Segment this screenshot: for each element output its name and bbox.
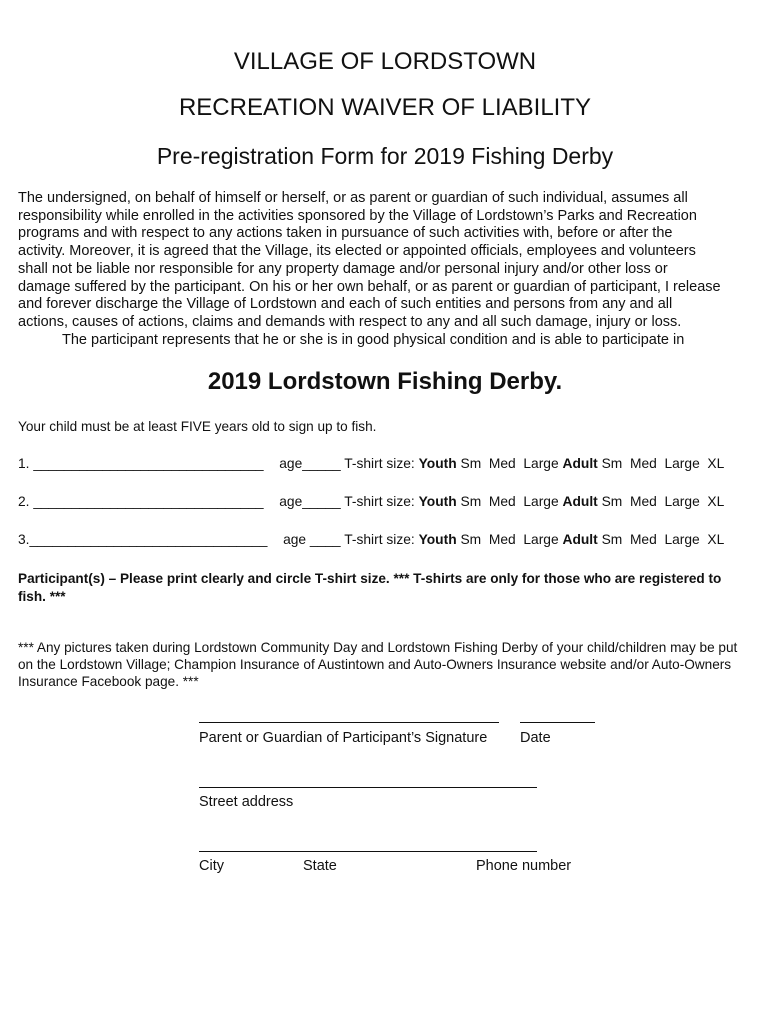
photo-note-line: on the Lordstown Village; Champion Insurance of Austintown and Auto-Owners Insurance website and/or Auto-Owners bbox=[18, 657, 732, 672]
signature-line[interactable] bbox=[199, 722, 499, 723]
adult-size-options[interactable]: Sm Med Large XL bbox=[601, 532, 725, 547]
derby-title: 2019 Lordstown Fishing Derby. bbox=[207, 368, 563, 395]
photo-note-line: *** Any pictures taken during Lordstown Community Day and Lordstown Fishing Derby of your child/children may be put bbox=[18, 640, 738, 655]
city-state-phone-line[interactable] bbox=[199, 851, 537, 852]
youth-size-options[interactable]: Sm Med Large bbox=[460, 494, 559, 509]
adult-label: Adult bbox=[562, 456, 598, 471]
date-line[interactable] bbox=[520, 722, 595, 723]
waiver-line: programs and with respect to any actions taken in pursuance of such activities with, before or after the bbox=[18, 225, 673, 242]
photo-note-line: Insurance Facebook page. *** bbox=[18, 674, 199, 689]
waiver-line: shall not be liable nor responsible for any property damage and/or personal injury and/or other loss or bbox=[18, 260, 668, 277]
youth-size-options[interactable]: Sm Med Large bbox=[460, 532, 559, 547]
adult-label: Adult bbox=[562, 494, 598, 509]
youth-label: Youth bbox=[418, 532, 457, 547]
waiver-line: responsibility while enrolled in the activities sponsored by the Village of Lordstown’s Parks and Recreation bbox=[18, 207, 697, 224]
participant-name-field[interactable]: 1. ______________________________ bbox=[18, 456, 264, 471]
youth-label: Youth bbox=[418, 456, 457, 471]
date-label: Date bbox=[520, 730, 551, 746]
participant-row-1[interactable] bbox=[18, 456, 724, 471]
print-note-line: fish. *** bbox=[18, 589, 66, 604]
state-label: State bbox=[303, 858, 337, 874]
waiver-line: activity. Moreover, it is agreed that the Village, its elected or appointed officials, employees and volunteers bbox=[18, 243, 696, 260]
print-note-line: Participant(s) – Please print clearly and circle T-shirt size. *** T-shirts are only for those who are registered to bbox=[18, 571, 722, 586]
waiver-line: The participant represents that he or she is in good physical condition and is able to participate in bbox=[62, 331, 685, 348]
phone-number-label: Phone number bbox=[476, 858, 572, 874]
participant-name-field[interactable]: 2. ______________________________ bbox=[18, 494, 264, 509]
waiver-line: damage suffered by the participant. On his or her own behalf, or as parent or guardian of participant, I release bbox=[18, 278, 721, 295]
waiver-line: The undersigned, on behalf of himself or herself, or as parent or guardian of such individual, assumes all bbox=[18, 190, 688, 206]
title-waiver: RECREATION WAIVER OF LIABILITY bbox=[178, 94, 592, 121]
city-label: City bbox=[199, 858, 224, 874]
participant-age-field[interactable]: age_____ bbox=[279, 494, 341, 509]
youth-size-options[interactable]: Sm Med Large bbox=[460, 456, 559, 471]
waiver-line: and forever discharge the Village of Lordstown and each of such entities and persons from any and all bbox=[18, 296, 673, 313]
participant-name-field[interactable]: 3._______________________________ bbox=[18, 532, 268, 547]
adult-size-options[interactable]: Sm Med Large XL bbox=[601, 494, 725, 509]
street-address-label: Street address bbox=[199, 794, 294, 810]
street-address-line[interactable] bbox=[199, 787, 537, 788]
tshirt-size-label: T-shirt size: bbox=[344, 456, 415, 471]
participant-row-2[interactable] bbox=[18, 494, 724, 509]
tshirt-size-label: T-shirt size: bbox=[344, 532, 415, 547]
participant-row-3[interactable] bbox=[18, 532, 724, 547]
tshirt-size-label: T-shirt size: bbox=[344, 494, 415, 509]
age-requirement-note: Your child must be at least FIVE years old to sign up to fish. bbox=[18, 419, 377, 434]
youth-label: Youth bbox=[418, 494, 457, 509]
title-preregistration: Pre-registration Form for 2019 Fishing Derby bbox=[156, 143, 614, 169]
signature-label: Parent or Guardian of Participant’s Signature bbox=[199, 730, 488, 746]
adult-size-options[interactable]: Sm Med Large XL bbox=[601, 456, 725, 471]
title-village: VILLAGE OF LORDSTOWN bbox=[233, 48, 537, 75]
participant-age-field[interactable]: age ____ bbox=[283, 532, 341, 547]
adult-label: Adult bbox=[562, 532, 598, 547]
waiver-line: actions, causes of actions, claims and demands with respect to any and all such damage, injury or loss. bbox=[18, 313, 682, 330]
participant-age-field[interactable]: age_____ bbox=[279, 456, 341, 471]
